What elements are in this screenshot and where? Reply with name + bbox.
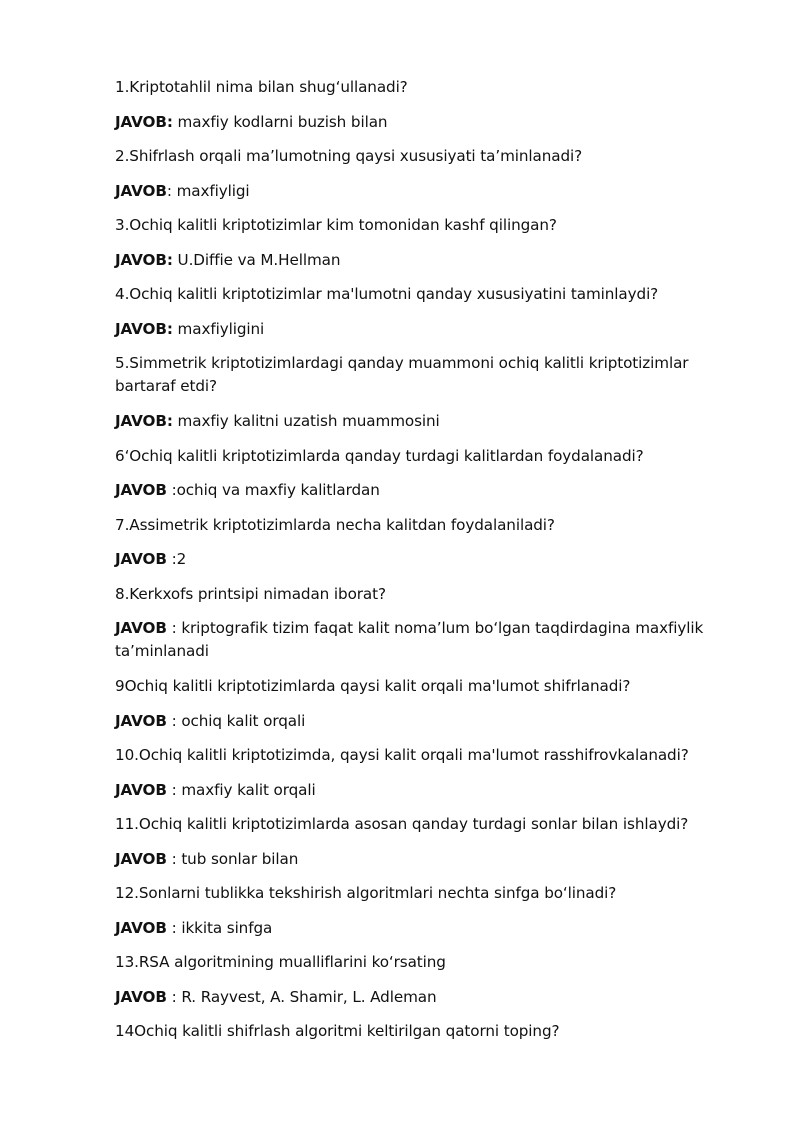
answer-label: JAVOB [115,619,167,637]
question-11: 11.Ochiq kalitli kriptotizimlarda asosan qanday turdagi sonlar bilan ishlaydi? [115,815,689,833]
answer-10 [115,779,715,802]
answer-label: JAVOB [115,182,167,200]
answer-text: : kriptografik tizim faqat kalit noma’lum bo‘lgan taqdirdagina maxfiylik ta’minlanadi [115,619,704,660]
answer-1 [115,111,715,134]
question-12: 12.Sonlarni tublikka tekshirish algoritmlari nechta sinfga bo‘linadi? [115,884,617,902]
question-2: 2.Shifrlash orqali ma’lumotning qaysi xususiyati ta’minlanadi? [115,147,583,165]
answer-11 [115,848,715,871]
answer-label: JAVOB [115,781,167,799]
answer-text: : maxfiy kalit orqali [166,781,316,799]
question-14: 14Ochiq kalitli shifrlash algoritmi keltirilgan qatorni toping? [115,1022,560,1040]
answer-13 [115,986,715,1009]
answer-label: JAVOB [115,850,167,868]
answer-label: JAVOB: [115,412,173,430]
answer-8 [115,617,715,663]
question-10: 10.Ochiq kalitli kriptotizimda, qaysi kalit orqali ma'lumot rasshifrovkalanadi? [115,746,689,764]
question-9: 9Ochiq kalitli kriptotizimlarda qaysi kalit orqali ma'lumot shifrlanadi? [115,677,631,695]
question-4: 4.Ochiq kalitli kriptotizimlar ma'lumotni qanday xususiyatini taminlaydi? [115,285,659,303]
answer-label: JAVOB [115,919,167,937]
answer-5 [115,410,715,433]
answer-text: maxfiy kodlarni buzish bilan [172,113,388,131]
answer-text: :2 [166,550,187,568]
answer-text: : R. Rayvest, A. Shamir, L. Adleman [166,988,437,1006]
answer-4 [115,318,715,341]
answer-label: JAVOB: [115,251,173,269]
answer-text: U.Diffie va M.Hellman [172,251,341,269]
answer-label: JAVOB [115,481,167,499]
answer-12 [115,917,715,940]
answer-label: JAVOB: [115,320,173,338]
question-3: 3.Ochiq kalitli kriptotizimlar kim tomonidan kashf qilingan? [115,216,557,234]
answer-6 [115,479,715,502]
answer-label: JAVOB [115,712,167,730]
question-8: 8.Kerkxofs printsipi nimadan iborat? [115,585,386,603]
answer-label: JAVOB: [115,113,173,131]
answer-3 [115,249,715,272]
answer-text: : ochiq kalit orqali [166,712,306,730]
answer-text: maxfiy kalitni uzatish muammosini [172,412,440,430]
answer-text: maxfiyligini [172,320,265,338]
question-5: 5.Simmetrik kriptotizimlardagi qanday muammoni ochiq kalitli kriptotizimlar bartaraf etdi? [115,354,689,395]
answer-text: : maxfiyligi [166,182,250,200]
answer-9 [115,710,715,733]
answer-text: : ikkita sinfga [166,919,273,937]
question-7: 7.Assimetrik kriptotizimlarda necha kalitdan foydalaniladi? [115,516,555,534]
answer-label: JAVOB [115,988,167,1006]
answer-text: : tub sonlar bilan [166,850,299,868]
question-1: 1.Kriptotahlil nima bilan shug‘ullanadi? [115,78,408,96]
question-6: 6‘Ochiq kalitli kriptotizimlarda qanday turdagi kalitlardan foydalanadi? [115,447,644,465]
question-13: 13.RSA algoritmining mualliflarini ko‘rsating [115,953,446,971]
answer-label: JAVOB [115,550,167,568]
answer-text: :ochiq va maxfiy kalitlardan [166,481,380,499]
answer-2 [115,180,715,203]
answer-7 [115,548,715,571]
